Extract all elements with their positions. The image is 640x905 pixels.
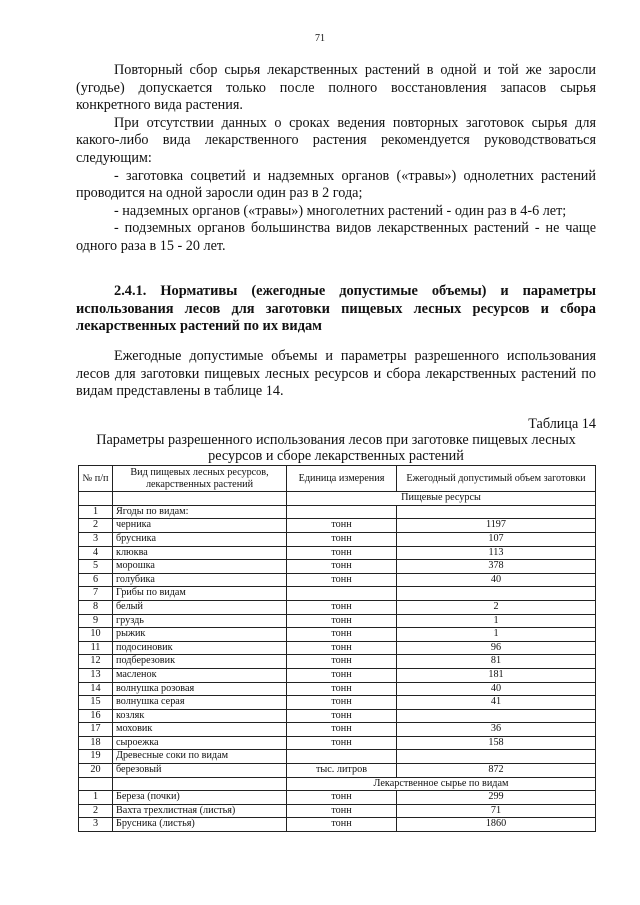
row-resource: волнушка серая bbox=[113, 696, 287, 710]
table-label: Таблица 14 bbox=[528, 416, 596, 432]
row-unit: тонн bbox=[287, 573, 397, 587]
table-row bbox=[79, 573, 596, 587]
row-number: 8 bbox=[79, 600, 113, 614]
row-number: 2 bbox=[79, 519, 113, 533]
row-number: 18 bbox=[79, 736, 113, 750]
row-volume: 158 bbox=[397, 736, 596, 750]
row-resource: груздь bbox=[113, 614, 287, 628]
table-row bbox=[79, 641, 596, 655]
row-resource: березовый bbox=[113, 764, 287, 778]
row-unit: тонн bbox=[287, 709, 397, 723]
row-volume: 40 bbox=[397, 573, 596, 587]
table-row bbox=[79, 791, 596, 805]
row-number: 16 bbox=[79, 709, 113, 723]
row-number: 14 bbox=[79, 682, 113, 696]
table-row bbox=[79, 736, 596, 750]
row-unit: тонн bbox=[287, 723, 397, 737]
row-resource: масленок bbox=[113, 668, 287, 682]
paragraph-annual-plants: - заготовка соцветий и надземных органов («травы») однолетних растений проводится на одной заросли один раз в 2 года; bbox=[76, 167, 596, 202]
row-resource: белый bbox=[113, 600, 287, 614]
table-row bbox=[79, 804, 596, 818]
row-unit bbox=[287, 587, 397, 601]
row-unit: тонн bbox=[287, 818, 397, 832]
row-volume: 378 bbox=[397, 560, 596, 574]
body-text bbox=[76, 62, 596, 256]
row-resource: голубика bbox=[113, 573, 287, 587]
header-resource: Вид пищевых лесных ресурсов, лекарственных растений bbox=[113, 466, 287, 492]
row-volume: 41 bbox=[397, 696, 596, 710]
row-volume: 40 bbox=[397, 682, 596, 696]
paragraph-repeat-harvest: Повторный сбор сырья лекарственных растений в одной и той же заросли (угодье) допускается только после полного восстановления запасов сырья конкретного вида растения. bbox=[76, 62, 596, 114]
row-volume: 71 bbox=[397, 804, 596, 818]
row-resource: клюква bbox=[113, 546, 287, 560]
row-resource: брусника bbox=[113, 532, 287, 546]
row-unit: тонн bbox=[287, 791, 397, 805]
row-volume: 181 bbox=[397, 668, 596, 682]
row-unit: тонн bbox=[287, 600, 397, 614]
row-volume: 96 bbox=[397, 641, 596, 655]
header-unit: Единица измерения bbox=[287, 466, 397, 492]
table-row bbox=[79, 682, 596, 696]
row-unit: тонн bbox=[287, 682, 397, 696]
table-row bbox=[79, 709, 596, 723]
row-volume: 113 bbox=[397, 546, 596, 560]
table-row bbox=[79, 600, 596, 614]
row-unit: тонн bbox=[287, 560, 397, 574]
paragraph-intro: Ежегодные допустимые объемы и параметры разрешенного использования лесов для заготовки пищевых лесных ресурсов и сбора лекарственных растений по видам представлены в таблице 14. bbox=[76, 348, 596, 400]
page-number: 71 bbox=[315, 33, 325, 44]
row-volume: 872 bbox=[397, 764, 596, 778]
row-resource: козляк bbox=[113, 709, 287, 723]
row-number: 1 bbox=[79, 791, 113, 805]
table-row bbox=[79, 818, 596, 832]
row-resource: Ягоды по видам: bbox=[113, 505, 287, 519]
row-number: 11 bbox=[79, 641, 113, 655]
row-number: 15 bbox=[79, 696, 113, 710]
table-row bbox=[79, 560, 596, 574]
row-volume bbox=[397, 750, 596, 764]
row-volume: 1197 bbox=[397, 519, 596, 533]
row-volume: 299 bbox=[397, 791, 596, 805]
row-number: 10 bbox=[79, 628, 113, 642]
row-number: 6 bbox=[79, 573, 113, 587]
row-resource: черника bbox=[113, 519, 287, 533]
header-number: № п/п bbox=[79, 466, 113, 492]
row-number: 12 bbox=[79, 655, 113, 669]
row-resource: Брусника (листья) bbox=[113, 818, 287, 832]
table-row bbox=[79, 519, 596, 533]
row-resource: рыжик bbox=[113, 628, 287, 642]
table-title: Параметры разрешенного использования лесов при заготовке пищевых лесных ресурсов и сборе лекарственных растений bbox=[96, 432, 576, 464]
table-row bbox=[79, 614, 596, 628]
row-resource: морошка bbox=[113, 560, 287, 574]
row-number: 19 bbox=[79, 750, 113, 764]
header-volume: Ежегодный допустимый объем заготовки bbox=[397, 466, 596, 492]
row-resource: волнушка розовая bbox=[113, 682, 287, 696]
table-section-row bbox=[79, 492, 596, 506]
table-row bbox=[79, 587, 596, 601]
row-unit: тонн bbox=[287, 532, 397, 546]
table-row bbox=[79, 764, 596, 778]
row-resource: Древесные соки по видам bbox=[113, 750, 287, 764]
section-heading: 2.4.1. Нормативы (ежегодные допустимые объемы) и параметры использования лесов для заготовки пищевых лесных ресурсов и сбора лекарственных растений по их видам bbox=[76, 283, 596, 335]
row-resource: подосиновик bbox=[113, 641, 287, 655]
table-row bbox=[79, 655, 596, 669]
row-volume bbox=[397, 505, 596, 519]
row-unit: тонн bbox=[287, 519, 397, 533]
row-number: 1 bbox=[79, 505, 113, 519]
row-number: 4 bbox=[79, 546, 113, 560]
section-cell-blank bbox=[79, 492, 113, 506]
row-volume bbox=[397, 587, 596, 601]
row-resource: Вахта трехлистная (листья) bbox=[113, 804, 287, 818]
row-volume: 36 bbox=[397, 723, 596, 737]
table-row bbox=[79, 532, 596, 546]
row-number: 3 bbox=[79, 818, 113, 832]
section-cell-blank bbox=[113, 777, 287, 791]
paragraph-perennial-plants: - надземных органов («травы») многолетних растений - один раз в 4-6 лет; bbox=[114, 202, 567, 219]
table-row bbox=[79, 696, 596, 710]
row-number: 20 bbox=[79, 764, 113, 778]
row-number: 13 bbox=[79, 668, 113, 682]
section-title: Лекарственное сырье по видам bbox=[287, 777, 596, 791]
section-title: Пищевые ресурсы bbox=[287, 492, 596, 506]
table-section-row bbox=[79, 777, 596, 791]
row-volume: 2 bbox=[397, 600, 596, 614]
row-resource: сыроежка bbox=[113, 736, 287, 750]
row-unit: тонн bbox=[287, 628, 397, 642]
row-unit: тонн bbox=[287, 655, 397, 669]
row-volume: 1 bbox=[397, 614, 596, 628]
row-unit: тонн bbox=[287, 736, 397, 750]
intro-text bbox=[76, 348, 596, 401]
row-volume: 107 bbox=[397, 532, 596, 546]
table-row bbox=[79, 750, 596, 764]
row-number: 5 bbox=[79, 560, 113, 574]
paragraph-underground-organs: - подземных органов большинства видов лекарственных растений - не чаще одного раза в 15 - 20 лет. bbox=[76, 220, 596, 254]
row-number: 9 bbox=[79, 614, 113, 628]
row-unit: тонн bbox=[287, 546, 397, 560]
row-volume bbox=[397, 709, 596, 723]
row-unit bbox=[287, 505, 397, 519]
row-resource: Грибы по видам bbox=[113, 587, 287, 601]
resources-table bbox=[78, 465, 596, 832]
row-number: 2 bbox=[79, 804, 113, 818]
row-number: 7 bbox=[79, 587, 113, 601]
row-number: 17 bbox=[79, 723, 113, 737]
row-unit: тонн bbox=[287, 668, 397, 682]
table-row bbox=[79, 546, 596, 560]
row-unit: тонн bbox=[287, 614, 397, 628]
table-row bbox=[79, 628, 596, 642]
section-cell-blank bbox=[113, 492, 287, 506]
row-unit: тыс. литров bbox=[287, 764, 397, 778]
table-row bbox=[79, 668, 596, 682]
row-volume: 1860 bbox=[397, 818, 596, 832]
section-cell-blank bbox=[79, 777, 113, 791]
row-unit: тонн bbox=[287, 696, 397, 710]
row-unit: тонн bbox=[287, 641, 397, 655]
row-resource: подберезовик bbox=[113, 655, 287, 669]
table-header-row bbox=[79, 466, 596, 492]
row-resource: моховик bbox=[113, 723, 287, 737]
paragraph-no-data: При отсутствии данных о сроках ведения повторных заготовок сырья для какого-либо вида лекарственного растения рекомендуется руководствоваться следующим: bbox=[76, 114, 596, 166]
row-volume: 81 bbox=[397, 655, 596, 669]
table-row bbox=[79, 723, 596, 737]
row-volume: 1 bbox=[397, 628, 596, 642]
row-unit: тонн bbox=[287, 804, 397, 818]
row-resource: Береза (почки) bbox=[113, 791, 287, 805]
table-row bbox=[79, 505, 596, 519]
row-unit bbox=[287, 750, 397, 764]
row-number: 3 bbox=[79, 532, 113, 546]
